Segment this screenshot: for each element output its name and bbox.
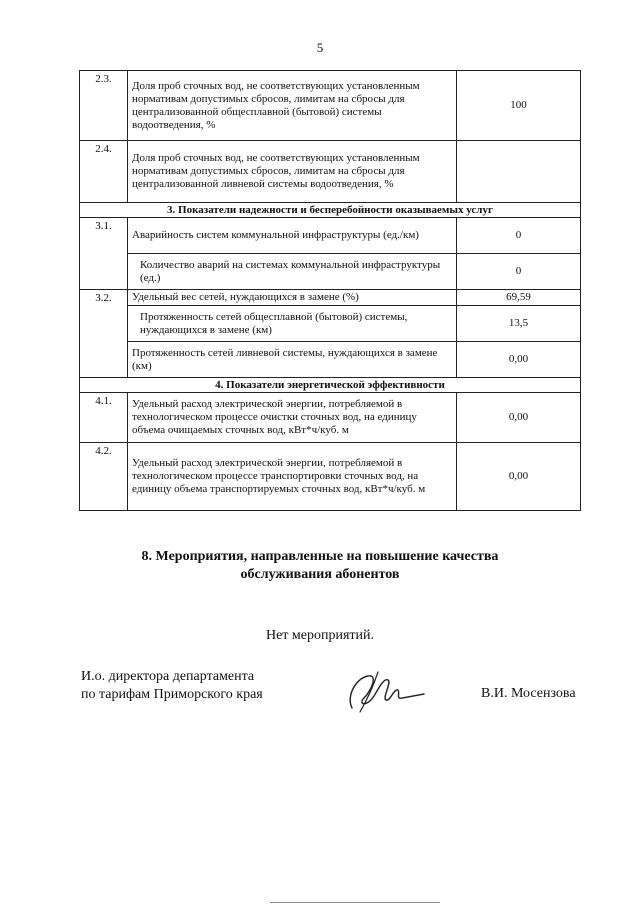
row-value: 100 [457,71,581,141]
footer-divider [270,902,440,903]
signatory-title [81,668,263,704]
table-row [80,443,581,511]
handwritten-signature [338,668,426,714]
row-text: Протяженность сетей ливневой системы, нуждающихся в замене (км) [128,342,457,378]
table-row [80,342,581,378]
table-row [80,71,581,141]
heading-line: обслуживания абонентов [240,567,400,582]
section-title: 3. Показатели надежности и бесперебойности оказываемых услуг [80,203,581,218]
table-row [80,254,581,290]
row-number: 4.1. [80,393,128,443]
table-row [80,306,581,342]
heading-line: 8. Мероприятия, направленные на повышение качества [141,549,499,564]
row-value: 0 [457,254,581,290]
page-number: 5 [316,40,324,55]
row-value: 0 [457,218,581,254]
row-number: 2.3. [80,71,128,141]
table-row [80,393,581,443]
signatory-title-line: И.о. директора департамента [81,669,255,684]
section-header-row [80,203,581,218]
row-number: 4.2. [80,443,128,511]
section-header-row [80,378,581,393]
row-text: Протяженность сетей общесплавной (бытовой) системы, нуждающихся в замене (км) [128,306,457,342]
row-number: 2.4. [80,141,128,203]
row-value: 69,59 [457,290,581,306]
signatory-title-line: по тарифам Приморского края [81,687,263,702]
section-heading [0,548,640,584]
row-value: 0,00 [457,443,581,511]
row-text: Удельный расход электрической энергии, потребляемой в технологическом процессе очистки сточных вод, на единицу объема очищаемых сточных вод, кВт*ч/куб. м [128,393,457,443]
table-row [80,218,581,254]
row-text: Доля проб сточных вод, не соответствующих установленным нормативам допустимых сбросов, лимитам на сбросы для централизованной общесплавной (бытовой) системы водоотведения, % [128,71,457,141]
no-events-text: Нет мероприятий. [265,628,375,643]
row-text: Доля проб сточных вод, не соответствующих установленным нормативам допустимых сбросов, лимитам на сбросы для централизованной ливневой системы водоотведения, % [128,141,457,203]
row-text: Удельный расход электрической энергии, потребляемой в технологическом процессе транспортировки сточных вод, на единицу объема транспортируемых сточных вод, кВт*ч/куб. м [128,443,457,511]
row-value: 0,00 [457,342,581,378]
row-text: Аварийность систем коммунальной инфраструктуры (ед./км) [128,218,457,254]
indicators-table [79,70,581,511]
section-title: 4. Показатели энергетической эффективности [80,378,581,393]
signatory-name: В.И. Мосензова [481,686,576,701]
row-number: 3.2. [80,290,128,378]
row-value: 0,00 [457,393,581,443]
row-text: Количество аварий на системах коммунальной инфраструктуры (ед.) [128,254,457,290]
row-text: Удельный вес сетей, нуждающихся в замене (%) [128,290,457,306]
table-row [80,141,581,203]
table-row [80,290,581,306]
row-number: 3.1. [80,218,128,290]
row-value: 13,5 [457,306,581,342]
row-value [457,141,581,203]
